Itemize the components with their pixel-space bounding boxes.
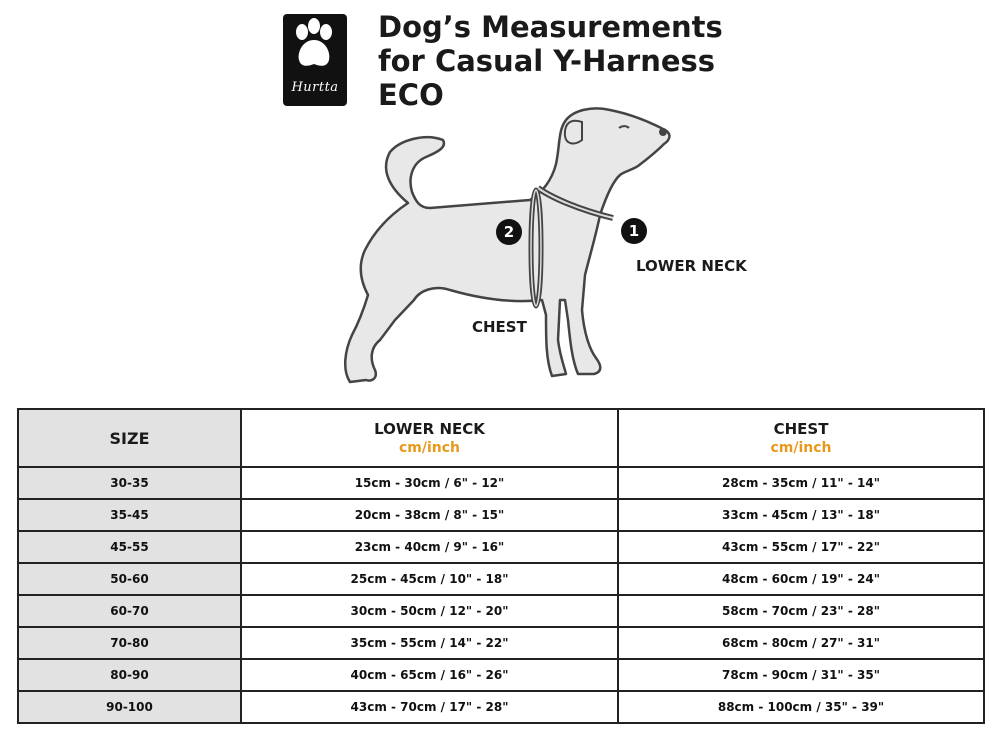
neck-cell: 40cm - 65cm / 16" - 26" (241, 659, 618, 691)
neck-label: LOWER NECK (636, 257, 747, 275)
neck-cell: 25cm - 45cm / 10" - 18" (241, 563, 618, 595)
size-cell: 60-70 (18, 595, 241, 627)
neck-cell: 30cm - 50cm / 12" - 20" (241, 595, 618, 627)
title-line: for Casual Y-Harness (378, 44, 716, 78)
neck-number-badge: 1 (621, 218, 647, 244)
size-chart-table (17, 408, 985, 724)
neck-cell: 43cm - 70cm / 17" - 28" (241, 691, 618, 723)
size-cell: 70-80 (18, 627, 241, 659)
paw-icon (283, 14, 347, 84)
neck-cell: 35cm - 55cm / 14" - 22" (241, 627, 618, 659)
neck-header-unit: cm/inch (398, 440, 461, 456)
chest-header-label: CHEST (773, 420, 829, 438)
table-row (18, 531, 984, 563)
table-row (18, 563, 984, 595)
chest-number-badge: 2 (496, 219, 522, 245)
size-cell: 90-100 (18, 691, 241, 723)
chest-cell: 33cm - 45cm / 13" - 18" (618, 499, 984, 531)
table-row (18, 691, 984, 723)
neck-header-label: LOWER NECK (374, 420, 485, 438)
table-row (18, 595, 984, 627)
chest-cell: 88cm - 100cm / 35" - 39" (618, 691, 984, 723)
size-cell: 50-60 (18, 563, 241, 595)
chest-cell: 78cm - 90cm / 31" - 35" (618, 659, 984, 691)
size-cell: 45-55 (18, 531, 241, 563)
table-header-row (18, 409, 984, 467)
chest-cell: 43cm - 55cm / 17" - 22" (618, 531, 984, 563)
chest-header-unit: cm/inch (770, 440, 832, 456)
dog-silhouette-icon (320, 100, 760, 400)
table-row (18, 627, 984, 659)
size-cell: 30-35 (18, 467, 241, 499)
page-title (378, 10, 723, 112)
chest-label: CHEST (472, 318, 527, 336)
chest-cell: 48cm - 60cm / 19" - 24" (618, 563, 984, 595)
table-row (18, 659, 984, 691)
size-cell: 80-90 (18, 659, 241, 691)
title-line: ECO (378, 78, 444, 112)
chest-cell: 68cm - 80cm / 27" - 31" (618, 627, 984, 659)
table-row (18, 467, 984, 499)
neck-header (241, 409, 618, 467)
brand-logo (283, 14, 347, 106)
logo-wordmark: Hurtta (291, 80, 339, 95)
neck-cell: 20cm - 38cm / 8" - 15" (241, 499, 618, 531)
neck-cell: 15cm - 30cm / 6" - 12" (241, 467, 618, 499)
title-line: Dog’s Measurements (378, 10, 723, 44)
dog-illustration (320, 100, 760, 400)
size-header: SIZE (18, 409, 241, 467)
chest-cell: 28cm - 35cm / 11" - 14" (618, 467, 984, 499)
chest-header (618, 409, 984, 467)
size-cell: 35-45 (18, 499, 241, 531)
neck-cell: 23cm - 40cm / 9" - 16" (241, 531, 618, 563)
table-row (18, 499, 984, 531)
chest-cell: 58cm - 70cm / 23" - 28" (618, 595, 984, 627)
